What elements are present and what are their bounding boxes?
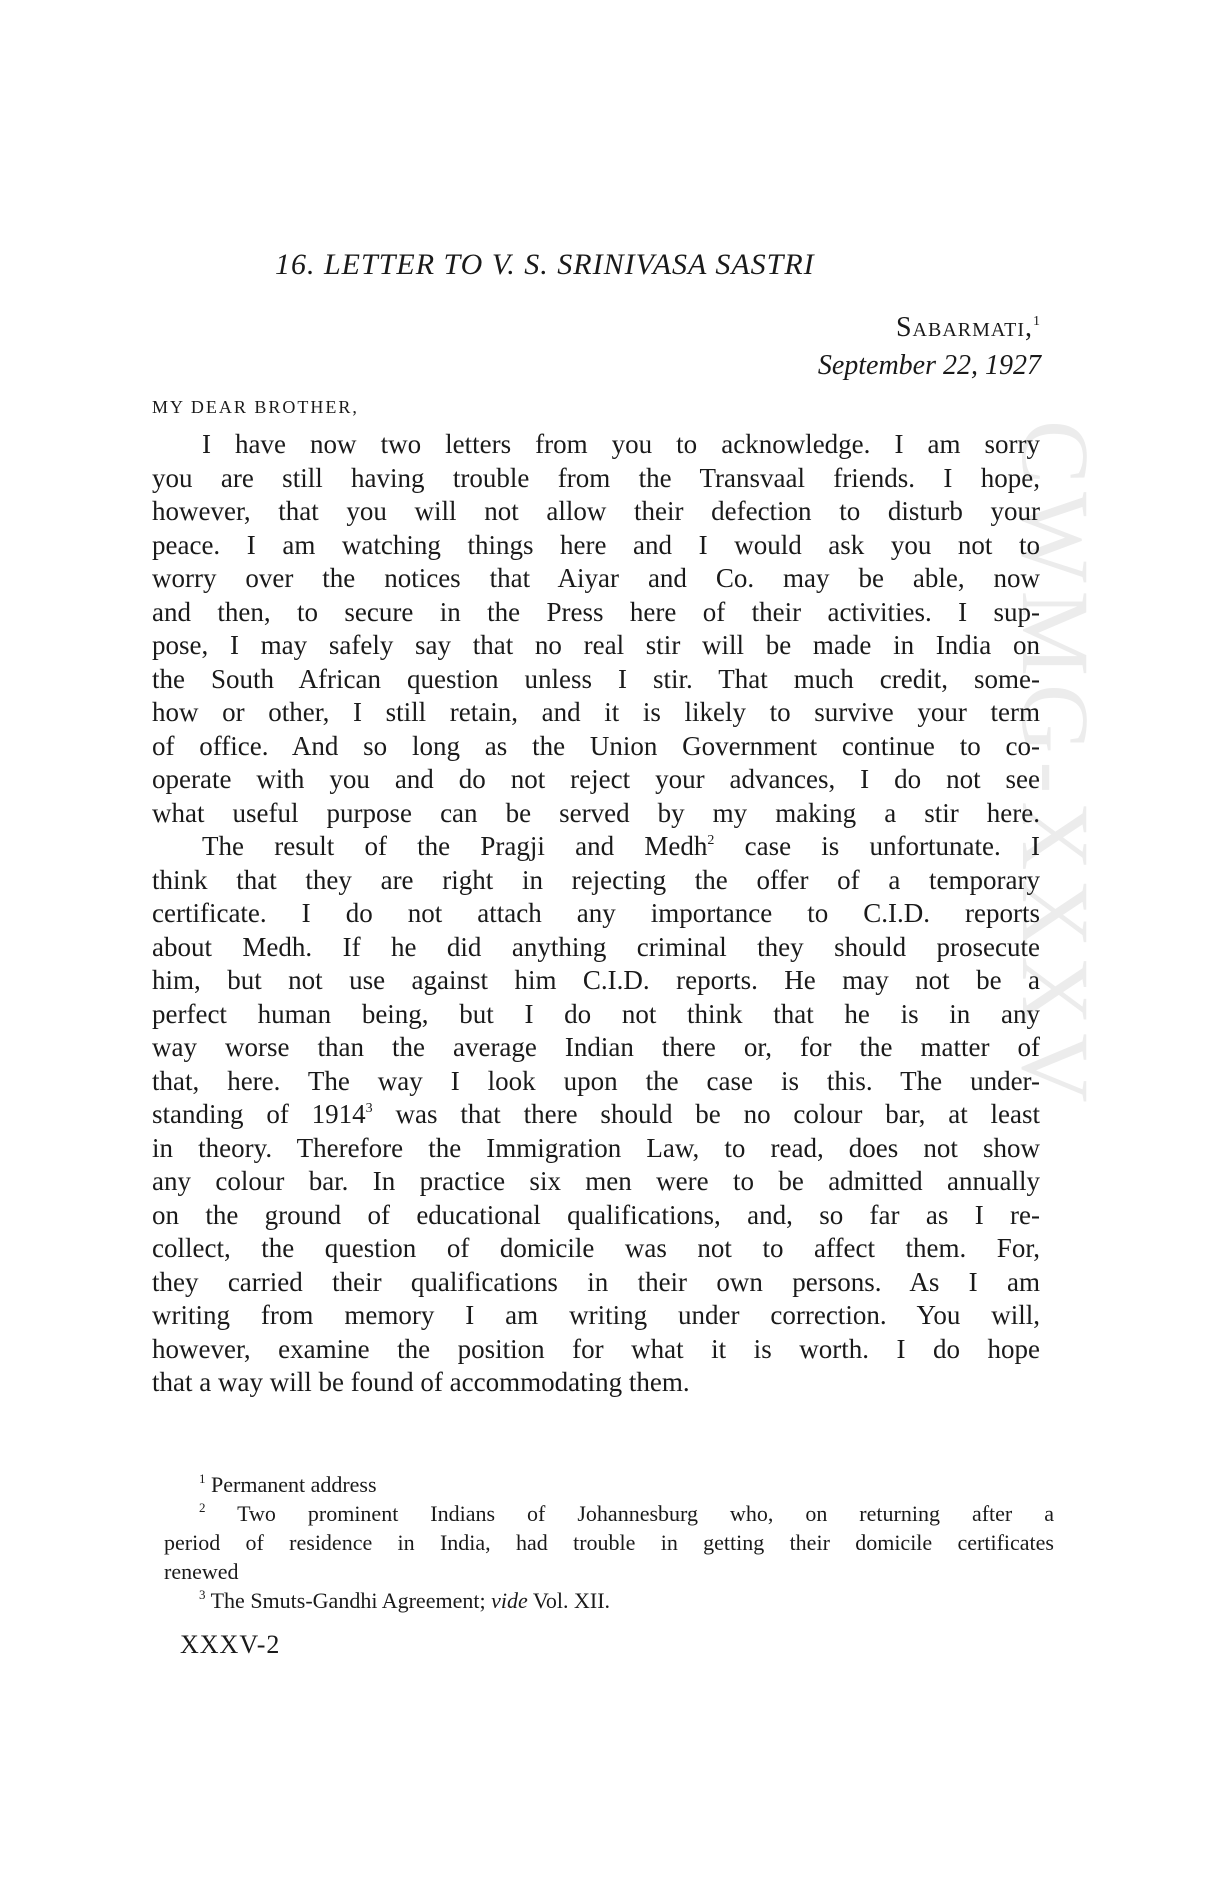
footnote-mark: 2 (707, 833, 715, 848)
letter-place (896, 312, 1041, 344)
body-line: of office. And so long as the Union Government continue to co- (152, 730, 1040, 761)
body-line: think that they are right in rejecting the offer of a temporary (152, 864, 1040, 895)
footnote-mark: 3 (365, 1101, 373, 1116)
letter-date: September 22, 1927 (817, 350, 1041, 381)
body-line: operate with you and do not reject your advances, I do not see (152, 764, 1040, 794)
body-line (152, 830, 1040, 864)
footnote-1 (164, 1470, 1054, 1499)
body-line: however, examine the position for what it is worth. I do hope (152, 1333, 1040, 1364)
footnote-2-line: renewed (164, 1559, 239, 1584)
body-line: how or other, I still retain, and it is likely to survive your term (152, 697, 1040, 727)
footnotes (164, 1470, 1054, 1615)
body-line: on the ground of educational qualifications, and, so far as I re- (152, 1199, 1040, 1230)
body-line: writing from memory I am writing under correction. You will, (152, 1300, 1040, 1330)
body-line: in theory. Therefore the Immigration Law, to read, does not show (152, 1132, 1040, 1163)
footnote-text: Vol. XII. (532, 1588, 611, 1613)
body-line: perfect human being, but I do not think that he is in any (152, 998, 1040, 1029)
body-line: certificate. I do not attach any importance to C.I.D. reports (152, 898, 1040, 928)
body-text-segment: case is unfortunate. I (744, 831, 1040, 861)
page-reference: XXXV-2 (180, 1630, 281, 1659)
body-line: him, but not use against him C.I.D. reports. He may not be a (152, 965, 1040, 995)
footnote-2 (164, 1499, 1054, 1528)
body-line: that, here. The way I look upon the case is this. The under- (152, 1065, 1040, 1096)
footnote-2-line: period of residence in India, had trouble in getting their domicile certificates (164, 1530, 1054, 1555)
watermark-text: CWMG-XXXV (1002, 420, 1109, 1111)
body-line (152, 1098, 1040, 1132)
body-text-segment: standing of 1914 (152, 1099, 366, 1129)
place-text: Sabarmati, (895, 312, 1033, 343)
footnote-mark: 1 (1033, 314, 1041, 329)
body-text-segment: The result of the Pragji and Medh (202, 831, 708, 861)
body-line: way worse than the average Indian there or, for the matter of (152, 1032, 1040, 1062)
body-text-segment: was that there should be no colour bar, at least (395, 1099, 1041, 1129)
body-line: pose, I may safely say that no real stir will be made in India on (152, 630, 1040, 660)
body-line: and then, to secure in the Press here of their activities. I sup- (152, 596, 1040, 627)
letter-body (152, 428, 1040, 1400)
body-line: I have now two letters from you to acknowledge. I am sorry (202, 429, 1040, 459)
body-line: you are still having trouble from the Transvaal friends. I hope, (152, 462, 1040, 493)
footnote-text: Two prominent Indians of Johannesburg who, on returning after a (237, 1501, 1054, 1526)
body-line: about Medh. If he did anything criminal they should prosecute (152, 931, 1040, 962)
footnote-vide: vide (491, 1588, 528, 1613)
body-line: however, that you will not allow their defection to disturb your (152, 496, 1040, 526)
body-line: peace. I am watching things here and I would ask you not to (152, 529, 1040, 560)
body-line: what useful purpose can be served by my making a stir here. (152, 797, 1040, 828)
letter-title: 16. LETTER TO V. S. SRINIVASA SASTRI (275, 248, 815, 281)
footnote-text: The Smuts-Gandhi Agreement; (210, 1588, 486, 1613)
footnote-mark: 3 (199, 1587, 206, 1602)
footnote-3 (164, 1586, 1054, 1615)
body-line: the South African question unless I stir. That much credit, some- (152, 663, 1040, 694)
body-line: that a way will be found of accommodating them. (152, 1367, 690, 1397)
body-line: worry over the notices that Aiyar and Co. may be able, now (152, 563, 1040, 593)
body-line: they carried their qualifications in their own persons. As I am (152, 1266, 1040, 1297)
footnote-mark: 2 (199, 1500, 206, 1515)
body-line: any colour bar. In practice six men were to be admitted annually (152, 1166, 1040, 1196)
salutation: MY DEAR BROTHER, (152, 397, 359, 417)
body-line: collect, the question of domicile was not to affect them. For, (152, 1233, 1040, 1263)
footnote-text: Permanent address (211, 1472, 377, 1497)
footnote-mark: 1 (199, 1471, 206, 1486)
